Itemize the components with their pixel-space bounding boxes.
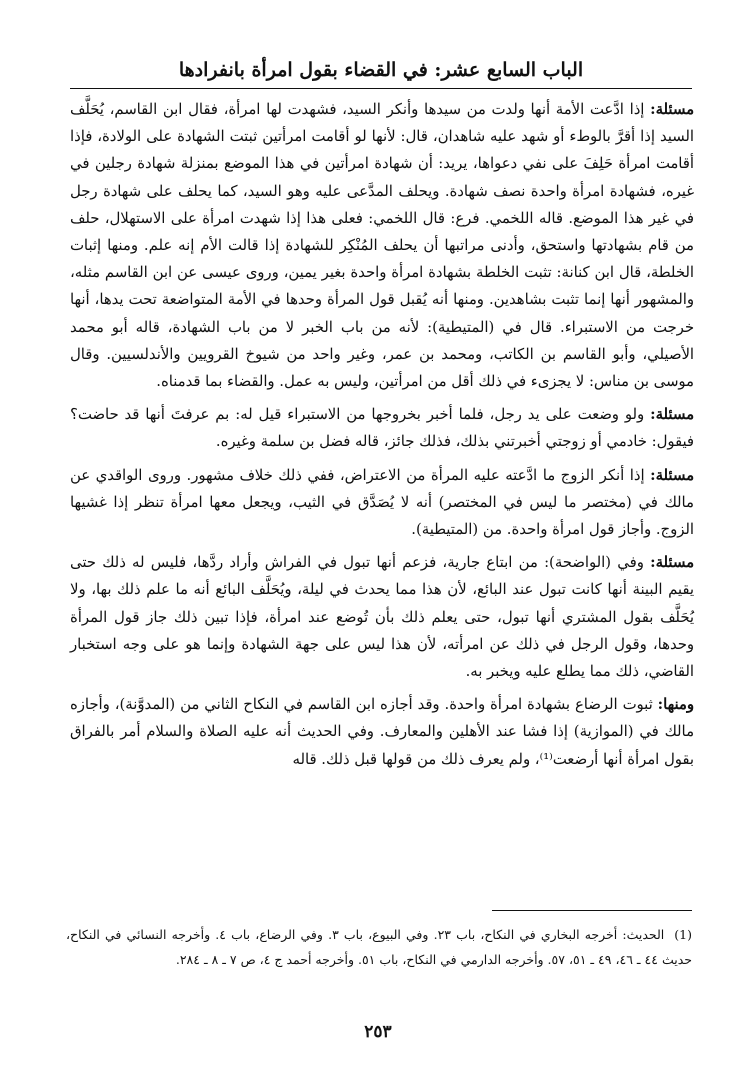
paragraph-text: ثبوت الرضاع بشهادة امرأة واحدة. وقد أجازه ابن القاسم في النكاح الثاني من (المدوَّنة)، وأجازه مالك في (الموازية) إذا فشا عند الأهلين والمعارف. وفي الحديث أنه عليه الصلاة والسلام أمر بالفراق بقول امرأة أنها أرضعت⁽¹⁾، ولم يعرف ذلك من قولها قبل ذلك. قاله [70,696,694,768]
paragraph [70,691,694,773]
page-number: ٢٥٣ [364,1022,392,1042]
paragraph [70,462,694,544]
footnote [66,922,692,972]
paragraph-lead: ومنها: [657,696,694,714]
footnote-number: (1) [674,927,693,942]
paragraph [70,401,694,455]
paragraph-text: إذا أنكر الزوج ما ادَّعته عليه المرأة من الاعتراض، ففي ذلك خلاف مشهور. وروى الواقدي عن مالك في (مختصر ما ليس في المختصر) أنه لا يُصَدَّق في الثيب، ويجعل معها امرأة تنظر إذا غشيها الزوج. وأجاز قول امرأة واحدة. من (المتيطية). [70,466,694,539]
paragraph-text: إذا ادَّعت الأمة أنها ولدت من سيدها وأنكر السيد، فشهدت لها امرأة، فقال ابن القاسم، يُحَلَّف السيد إذا أقرَّ بالوطء أو شهد عليه شاهدان، قال: لأنها لو أقامت امرأتين ثبتت الشهادة على الولادة، فإذا أقامت امرأة حَلِفَ على نفي دعواها، يريد: أن شهادة امرأتين في هذا الموضع بمنزلة شهادة رجلين في غيره، فشهادة امرأة واحدة نصف شهادة. ويحلف المدَّعى عليه وهو السيد، كما يحلف على شهادة رجل في غير هذا الموضع. قاله اللخمي. فرع: قال اللخمي: فعلى هذا إذا شهدت امرأة على الاستهلال، حلف من قام بشهادتها واستحق، وأدنى مراتبها أن يحلف المُنْكِر للشهادة إذا قالت الأم إنه علم. ومنها إثبات الخلطة، قال ابن كنانة: تثبت الخلطة بشهادة امرأة واحدة بغير يمين، وروى عيسى عن ابن القاسم مثله، والمشهور أنها إنما تثبت بشاهدين. ومنها أنه يُقبل قول المرأة وحدها في الأمة المتواضعة تحت يدها، أنها خرجت من الاستبراء. قال في (المتيطية): لأنه من باب الخبر لا من باب الشهادة، قاله أبو محمد الأصيلي، وأبو القاسم بن الكاتب، ومحمد بن عمر، وغير واحد من شيوخ القرويين والأندلسيين. وقال موسى بن مناس: لا يجزىء في ذلك أقل من امرأتين، وليس به عمل. والقضاء بما قدمناه. [70,101,694,391]
paragraph-lead: مسئلة: [650,466,694,484]
footnote-rule [492,910,692,911]
paragraph-text: ولو وضعت على يد رجل، فلما أخبر بخروجها من الاستبراء قيل له: بم عرفتَ أنها قد حاضت؟ فيقول: خادمي أو زوجتي أخبرتني بذلك، فذلك جائز، قاله فضل بن سلمة وغيره. [70,406,694,451]
main-text [70,96,694,779]
chapter-title: الباب السابع عشر: في القضاء بقول امرأة بانفرادها [178,59,584,81]
paragraph-lead: مسئلة: [650,406,694,424]
paragraph-lead: مسئلة: [650,101,694,118]
footnote-text: الحديث: أخرجه البخاري في النكاح، باب ٢٣. وفي البيوع، باب ٣. وفي الرضاع، باب ٤. وأخرجه النسائي في النكاح، حديث ٤٤ ـ ٤٦، ٤٩ ـ ٥١، ٥٧. وأخرجه الدارمي في النكاح، باب ٥١. وأخرجه أحمد ج ٤، ص ٧ ـ ٨ ـ ٢٨٤. [66,927,692,967]
header-rule [70,88,692,89]
paragraph [70,96,694,395]
paragraph-text: وفي (الواضحة): من ابتاع جارية، فزعم أنها تبول في الفراش وأراد ردَّها، فليس له ذلك حتى يقيم البينة أنها كانت تبول عند البائع، لأن هذا مما يحدث في ليلة، ويُحَلَّف البائع أنه ما علم ذلك بها، ولا يُحَلَّف بقول المشتري أنها تبول، حتى يعلم ذلك بأن تُوضع عند امرأة، فإذا تبين ذلك جاز قول المرأة وحدها، وقول الرجل في ذلك عن امرأته، لأن هذا ليس على جهة الشهادة وإنما هو على وجه استخبار القاضي، ذلك مما يطلع عليه ويخبر به. [70,554,694,681]
paragraph [70,549,694,685]
paragraph-lead: مسئلة: [650,554,694,572]
